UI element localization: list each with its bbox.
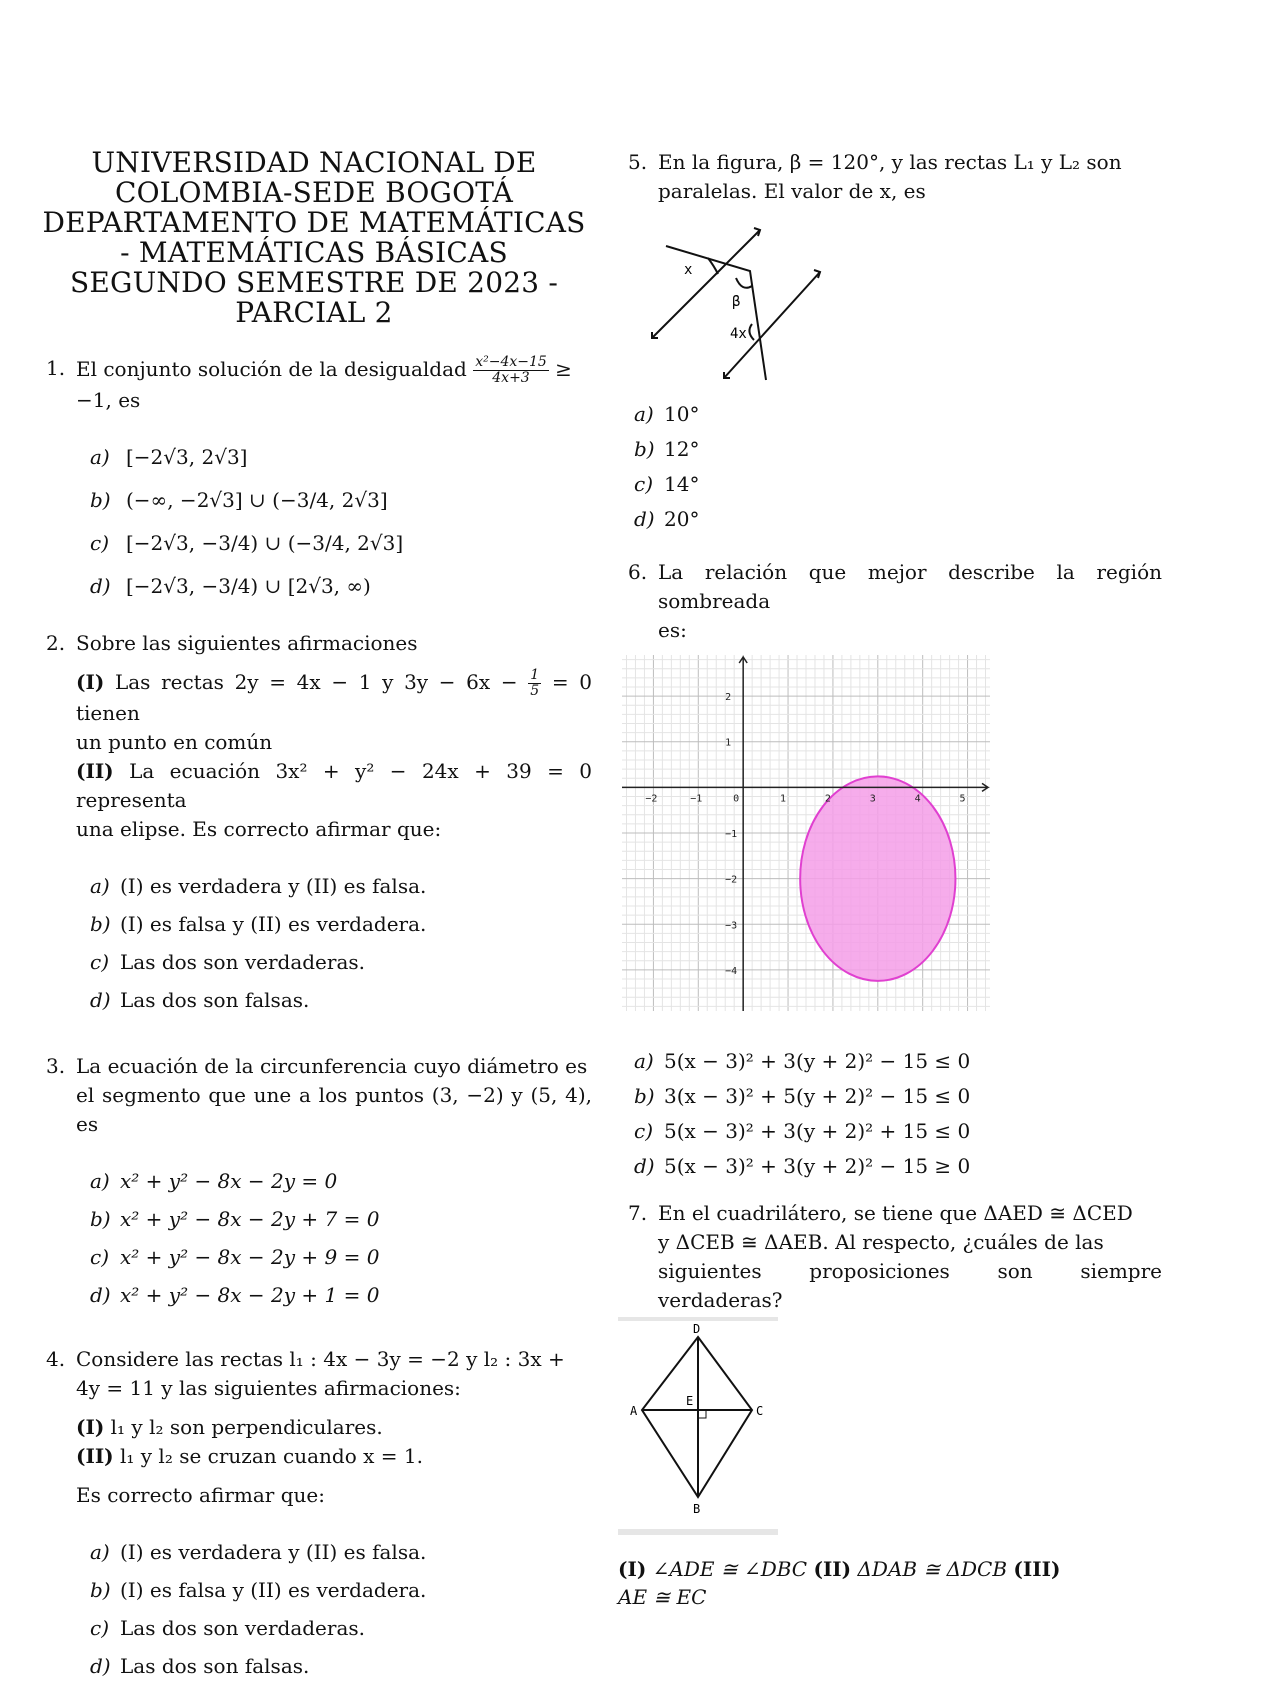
option-a[interactable] — [36, 1538, 592, 1576]
option-c[interactable] — [36, 1614, 592, 1652]
option-text: x² + y² − 8x − 2y + 9 = 0 — [120, 1245, 380, 1269]
statement-text: l₁ y l₂ son perpendiculares. — [110, 1415, 383, 1439]
header-line: PARCIAL 2 — [235, 296, 393, 329]
x-tick-label: 0 — [733, 793, 740, 805]
question-text: −1, es — [76, 388, 141, 412]
option-c[interactable] — [36, 529, 592, 572]
label-beta: β — [732, 294, 741, 310]
angle-arc — [736, 278, 752, 288]
option-text: [−2√3, −3/4) ∪ (−3/4, 2√3] — [126, 531, 404, 555]
option-d[interactable] — [36, 1281, 592, 1319]
question-text: el segmento que une a los puntos (3, −2) y (5, 4), es — [76, 1083, 592, 1136]
option-label: d) — [90, 1283, 111, 1307]
y-tick-label: 1 — [725, 737, 732, 749]
option-label: d) — [634, 1154, 655, 1178]
statement-label: (II) — [813, 1557, 852, 1581]
option-label: b) — [90, 1207, 111, 1231]
shaded-ellipse — [800, 776, 955, 980]
option-label: b) — [90, 912, 111, 936]
option-c[interactable] — [36, 948, 592, 986]
option-a[interactable] — [36, 443, 592, 486]
option-label: b) — [90, 488, 111, 512]
x-tick-label: 3 — [869, 793, 876, 805]
question-number: 6. — [628, 560, 648, 584]
option-c[interactable] — [618, 1117, 1162, 1152]
option-text: 5(x − 3)² + 3(y + 2)² + 15 ≤ 0 — [664, 1119, 971, 1143]
option-d[interactable] — [36, 1652, 592, 1690]
option-text: (I) es verdadera y (II) es falsa. — [120, 1540, 427, 1564]
option-text: 3(x − 3)² + 5(y + 2)² − 15 ≤ 0 — [664, 1084, 971, 1108]
question-number: 4. — [46, 1347, 66, 1371]
option-label: a) — [634, 1049, 654, 1073]
left-column — [36, 148, 592, 1690]
transversal — [666, 246, 766, 380]
vertex-c: C — [756, 1404, 764, 1418]
option-text: [−2√3, −3/4) ∪ [2√3, ∞) — [126, 574, 371, 598]
option-d[interactable] — [618, 505, 1162, 540]
option-label: d) — [90, 1654, 111, 1678]
option-text: 14° — [664, 472, 700, 496]
option-text: 20° — [664, 507, 700, 531]
ellipse-graph — [618, 649, 998, 1019]
statement-text: ∠ADE ≅ ∠DBC — [652, 1557, 808, 1581]
option-text: Las dos son falsas. — [120, 1654, 310, 1678]
question-text: es: — [658, 618, 687, 642]
y-tick-label: −2 — [725, 874, 738, 886]
statement-text: una elipse. Es correcto afirmar que: — [76, 817, 442, 841]
option-label: a) — [634, 402, 654, 426]
statement-label: (III) — [1013, 1557, 1061, 1581]
question-text: siguientes proposiciones son siempre verdaderas? — [658, 1259, 1162, 1312]
statement-text: AE ≅ EC — [618, 1585, 707, 1609]
option-text: 5(x − 3)² + 3(y + 2)² − 15 ≤ 0 — [664, 1049, 971, 1073]
option-b[interactable] — [618, 435, 1162, 470]
statement-text: = 0 tienen — [76, 670, 593, 725]
option-text: Las dos son verdaderas. — [120, 950, 365, 974]
parallel-lines-figure — [648, 214, 848, 384]
options-list — [36, 1167, 592, 1319]
right-column — [618, 148, 1162, 1611]
x-tick-label: 1 — [780, 793, 787, 805]
statement-text: Las rectas 2y = 4x − 1 y 3y − 6x − — [114, 670, 518, 694]
option-a[interactable] — [618, 400, 1162, 435]
header-line: UNIVERSIDAD NACIONAL DE — [91, 146, 537, 179]
line-l2 — [724, 272, 820, 378]
question-4 — [36, 1345, 592, 1510]
question-text: y ΔCEB ≅ ΔAEB. Al respecto, ¿cuáles de las — [658, 1230, 1104, 1254]
option-label: a) — [90, 1540, 110, 1564]
fraction-denominator: 5 — [530, 683, 540, 699]
option-d[interactable] — [36, 572, 592, 615]
option-c[interactable] — [36, 1243, 592, 1281]
inequality-fraction — [473, 355, 549, 386]
statement-label: (II) — [76, 1444, 114, 1468]
question-text: ≥ — [555, 357, 572, 381]
option-label: d) — [634, 507, 655, 531]
option-b[interactable] — [36, 486, 592, 529]
option-text: 10° — [664, 402, 700, 426]
y-tick-label: −3 — [725, 920, 738, 932]
question-number: 3. — [46, 1054, 66, 1078]
option-text: x² + y² − 8x − 2y + 7 = 0 — [120, 1207, 380, 1231]
options-list — [36, 443, 592, 615]
question-number: 5. — [628, 150, 648, 174]
question-text: En el cuadrilátero, se tiene que ΔAED ≅ ΔCED — [658, 1201, 1133, 1225]
fraction-numerator: 1 — [530, 667, 540, 683]
option-text: Las dos son falsas. — [120, 988, 310, 1012]
figure-border — [618, 1529, 778, 1535]
y-tick-label: −4 — [725, 965, 738, 977]
option-text: x² + y² − 8x − 2y = 0 — [120, 1169, 338, 1193]
option-label: a) — [90, 874, 110, 898]
x-tick-label: 4 — [914, 793, 921, 805]
option-c[interactable] — [618, 470, 1162, 505]
fraction-numerator: x²−4x−15 — [475, 354, 547, 370]
statement-fraction — [528, 668, 541, 699]
question-text: 4y = 11 y las siguientes afirmaciones: — [76, 1376, 461, 1400]
point-e: E — [686, 1394, 694, 1408]
option-b[interactable] — [36, 1205, 592, 1243]
option-d[interactable] — [36, 986, 592, 1024]
option-label: c) — [90, 1245, 110, 1269]
question-text: Es correcto afirmar que: — [76, 1483, 325, 1507]
label-4x: 4x — [730, 326, 747, 342]
header-line: COLOMBIA-SEDE BOGOTÁ — [114, 176, 514, 209]
option-label: c) — [634, 472, 654, 496]
option-text: (−∞, −2√3] ∪ (−3/4, 2√3] — [126, 488, 388, 512]
option-text: [−2√3, 2√3] — [126, 445, 248, 469]
option-label: b) — [634, 1084, 655, 1108]
q7-statements — [618, 1555, 1162, 1611]
option-text: 12° — [664, 437, 700, 461]
options-list — [36, 1538, 592, 1690]
option-label: c) — [90, 531, 110, 555]
angle-arc — [749, 324, 754, 340]
statement-text: l₁ y l₂ se cruzan cuando x = 1. — [120, 1444, 423, 1468]
option-text: (I) es verdadera y (II) es falsa. — [120, 874, 427, 898]
option-label: d) — [90, 988, 111, 1012]
question-text: El conjunto solución de la desigualdad — [76, 357, 467, 381]
option-label: b) — [634, 437, 655, 461]
right-angle-mark — [698, 1410, 706, 1418]
option-label: a) — [90, 1169, 110, 1193]
question-2 — [36, 629, 592, 844]
options-list — [618, 400, 1162, 540]
option-label: c) — [90, 1616, 110, 1640]
question-number: 7. — [628, 1201, 648, 1225]
option-label: c) — [90, 950, 110, 974]
option-b[interactable] — [618, 1082, 1162, 1117]
fraction-denominator: 4x+3 — [492, 370, 530, 386]
question-text: Considere las rectas l₁ : 4x − 3y = −2 y l₂ : 3x + — [76, 1347, 565, 1371]
quadrilateral-figure — [618, 1317, 778, 1537]
option-label: c) — [634, 1119, 654, 1143]
x-tick-label: −1 — [690, 793, 703, 805]
option-text: Las dos son verdaderas. — [120, 1616, 365, 1640]
option-text: 5(x − 3)² + 3(y + 2)² − 15 ≥ 0 — [664, 1154, 971, 1178]
question-1 — [36, 354, 592, 415]
options-list — [36, 872, 592, 1024]
question-number: 2. — [46, 631, 66, 655]
option-d[interactable] — [618, 1152, 1162, 1187]
vertex-a: A — [630, 1404, 638, 1418]
label-x: x — [684, 262, 693, 278]
y-tick-label: −1 — [725, 829, 738, 840]
options-list — [618, 1047, 1162, 1187]
option-label: a) — [90, 445, 110, 469]
figure-border — [618, 1317, 778, 1321]
statement-text: un punto en común — [76, 730, 273, 754]
statement-label: (I) — [76, 1415, 105, 1439]
x-tick-label: 2 — [824, 793, 831, 805]
statement-text: ΔDAB ≅ ΔDCB — [857, 1557, 1008, 1581]
question-number: 1. — [46, 356, 66, 380]
header-line: SEGUNDO SEMESTRE DE 2023 - — [69, 266, 558, 299]
x-tick-label: 5 — [959, 793, 966, 805]
header-line: DEPARTAMENTO DE MATEMÁTICAS — [42, 206, 586, 239]
option-a[interactable] — [618, 1047, 1162, 1082]
question-text: La ecuación de la circunferencia cuyo diámetro es — [76, 1054, 588, 1078]
question-3 — [36, 1052, 592, 1139]
option-a[interactable] — [36, 1167, 592, 1205]
header-line: - MATEMÁTICAS BÁSICAS — [120, 236, 508, 269]
statement-text: La ecuación 3x² + y² − 24x + 39 = 0 representa — [76, 759, 593, 812]
option-b[interactable] — [36, 910, 592, 948]
question-text: Sobre las siguientes afirmaciones — [76, 631, 418, 655]
question-text: En la figura, β = 120°, y las rectas L₁ y L₂ son — [658, 150, 1122, 174]
question-7 — [618, 1199, 1162, 1315]
option-text: x² + y² − 8x − 2y + 1 = 0 — [120, 1283, 380, 1307]
option-label: b) — [90, 1578, 111, 1602]
option-text: (I) es falsa y (II) es verdadera. — [120, 1578, 427, 1602]
question-text: paralelas. El valor de x, es — [658, 179, 926, 203]
vertex-b: B — [693, 1502, 701, 1516]
option-text: (I) es falsa y (II) es verdadera. — [120, 912, 427, 936]
option-b[interactable] — [36, 1576, 592, 1614]
statement-label: (I) — [76, 670, 105, 694]
y-tick-label: 2 — [725, 692, 732, 704]
question-5 — [618, 148, 1162, 206]
question-text: La relación que mejor describe la región sombreada — [658, 560, 1162, 613]
vertex-d: D — [693, 1322, 701, 1336]
option-label: d) — [90, 574, 111, 598]
statement-label: (II) — [76, 759, 114, 783]
option-a[interactable] — [36, 872, 592, 910]
x-tick-label: −2 — [645, 793, 658, 805]
statement-label: (I) — [618, 1557, 647, 1581]
question-6 — [618, 558, 1162, 645]
exam-header — [36, 148, 592, 328]
